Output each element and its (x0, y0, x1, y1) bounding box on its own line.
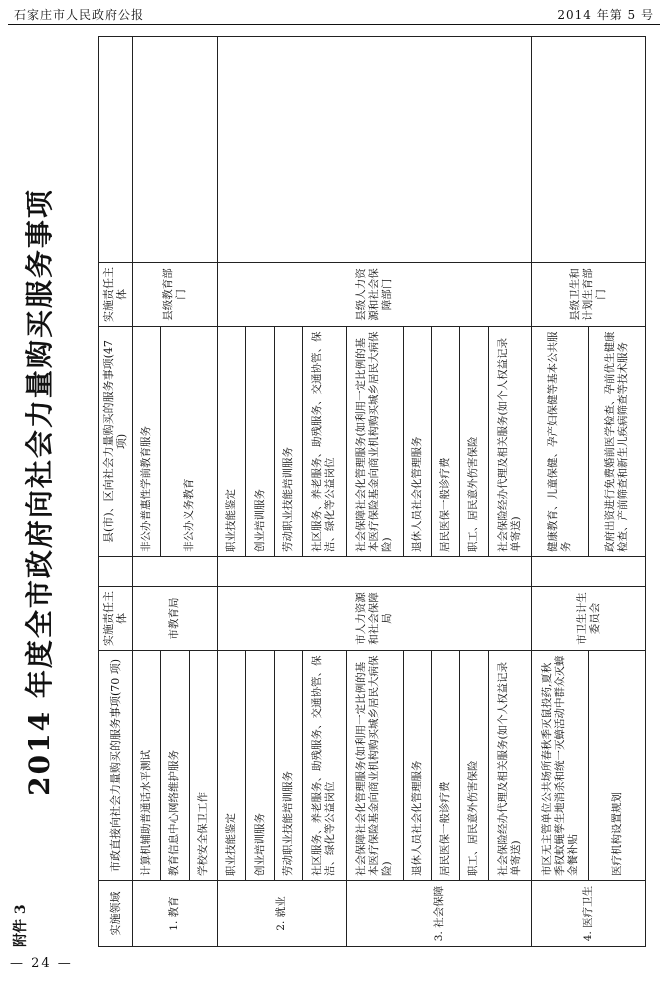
header-domain: 实施领域 (99, 881, 133, 947)
city-item: 教育信息中心网络维护服务 (161, 651, 189, 881)
header-city-owner: 实施责任主体 (99, 587, 133, 651)
domain-medical: 4. 医疗卫生 (532, 881, 646, 947)
county-item: 退休人员社会化管理服务 (403, 327, 431, 557)
city-item: 社会保障社会化管理服务(如利用一定比例的基本医疗保险基金向商业机构购买城乡居民大病保险) (346, 651, 403, 881)
header-city-items: 市政直接向社会力量购买的服务事项(70 项) (99, 651, 133, 881)
city-item: 居民医保一般诊疗费 (431, 651, 459, 881)
document-title: 2014 年度全市政府向社会力量购买服务事项 (23, 188, 56, 796)
county-item: 非公办义务教育 (161, 327, 218, 557)
county-item: 劳动职业技能培训服务 (274, 327, 302, 557)
page-number: — 24 — (10, 956, 73, 971)
rotated-content-area (8, 37, 648, 947)
city-owner-education: 市教育局 (132, 587, 217, 651)
header-spacer (99, 557, 133, 587)
county-item: 创业培训服务 (246, 327, 274, 557)
county-owner-education: 县级教育部门 (132, 263, 217, 327)
city-item: 社会保险经办代理及相关服务(如个人权益记录单寄送) (488, 651, 532, 881)
city-item: 计算机辅助普通话水平测试 (132, 651, 160, 881)
county-item: 政府出资进行免费婚前医学检查、孕前优生健康检查、产前筛查和新生儿疾病筛查等技术服务 (589, 327, 646, 557)
county-item: 职工、居民意外伤害保险 (460, 327, 488, 557)
page-header (0, 0, 668, 26)
county-owner-health: 县级卫生和计划生育部门 (532, 263, 646, 327)
county-item: 健康教育、儿童保健、孕产妇保健等基本公共服务 (532, 327, 589, 557)
city-item: 创业培训服务 (246, 651, 274, 881)
header-county-owner: 实施责任主体 (99, 263, 133, 327)
county-item: 职业技能鉴定 (217, 327, 245, 557)
county-item: 居民医保一般诊疗费 (431, 327, 459, 557)
domain-social-security: 3. 社会保障 (346, 881, 532, 947)
table-row (217, 37, 245, 947)
city-item: 医疗机构设置规划 (589, 651, 646, 881)
county-item: 非公办普惠性学前教育服务 (132, 327, 160, 557)
table-row (132, 37, 160, 947)
domain-education: 1. 教育 (132, 881, 217, 947)
domain-employment: 2. 就业 (217, 881, 346, 947)
city-owner-health: 市卫生计生委员会 (532, 587, 646, 651)
county-item: 社会保障社会化管理服务(如利用一定比例的基本医疗保险基金向商业机构购买城乡居民大病保险) (346, 327, 403, 557)
services-table (98, 36, 646, 947)
city-item: 职工、居民意外伤害保险 (460, 651, 488, 881)
header-rule (8, 24, 660, 25)
city-item: 社区服务、养老服务、助残服务、交通协管、保洁、绿化等公益岗位 (303, 651, 347, 881)
attachment-label: 附件 3 (13, 904, 29, 947)
landscape-page (8, 37, 648, 947)
issue-number: 2014 年第 5 号 (557, 8, 654, 22)
header-county-items: 县(市)、区向社会力量购买的服务事项(47 项) (99, 327, 133, 557)
header-row (99, 37, 133, 947)
city-item: 学校安全保卫工作 (189, 651, 217, 881)
county-item: 社会保险经办代理及相关服务(如个人权益记录单寄送) (488, 327, 532, 557)
county-owner-hr: 县级人力资源和社会保障部门 (217, 263, 531, 327)
city-owner-hr: 市人力资源和社会保障局 (217, 587, 531, 651)
publication-name: 石家庄市人民政府公报 (14, 8, 145, 22)
city-item: 职业技能鉴定 (217, 651, 245, 881)
table-row (532, 37, 589, 947)
city-item: 市区无主管单位公共场所春秋季灭鼠投药,夏秋季权蚊蝇孳生地消杀和统一灭蟑活动中群众灭蟑金餐补贴 (532, 651, 589, 881)
header-blank (99, 37, 133, 263)
city-item: 劳动职业技能培训服务 (274, 651, 302, 881)
city-item: 退休人员社会化管理服务 (403, 651, 431, 881)
county-item: 社区服务、养老服务、助残服务、交通协管、保洁、绿化等公益岗位 (303, 327, 347, 557)
